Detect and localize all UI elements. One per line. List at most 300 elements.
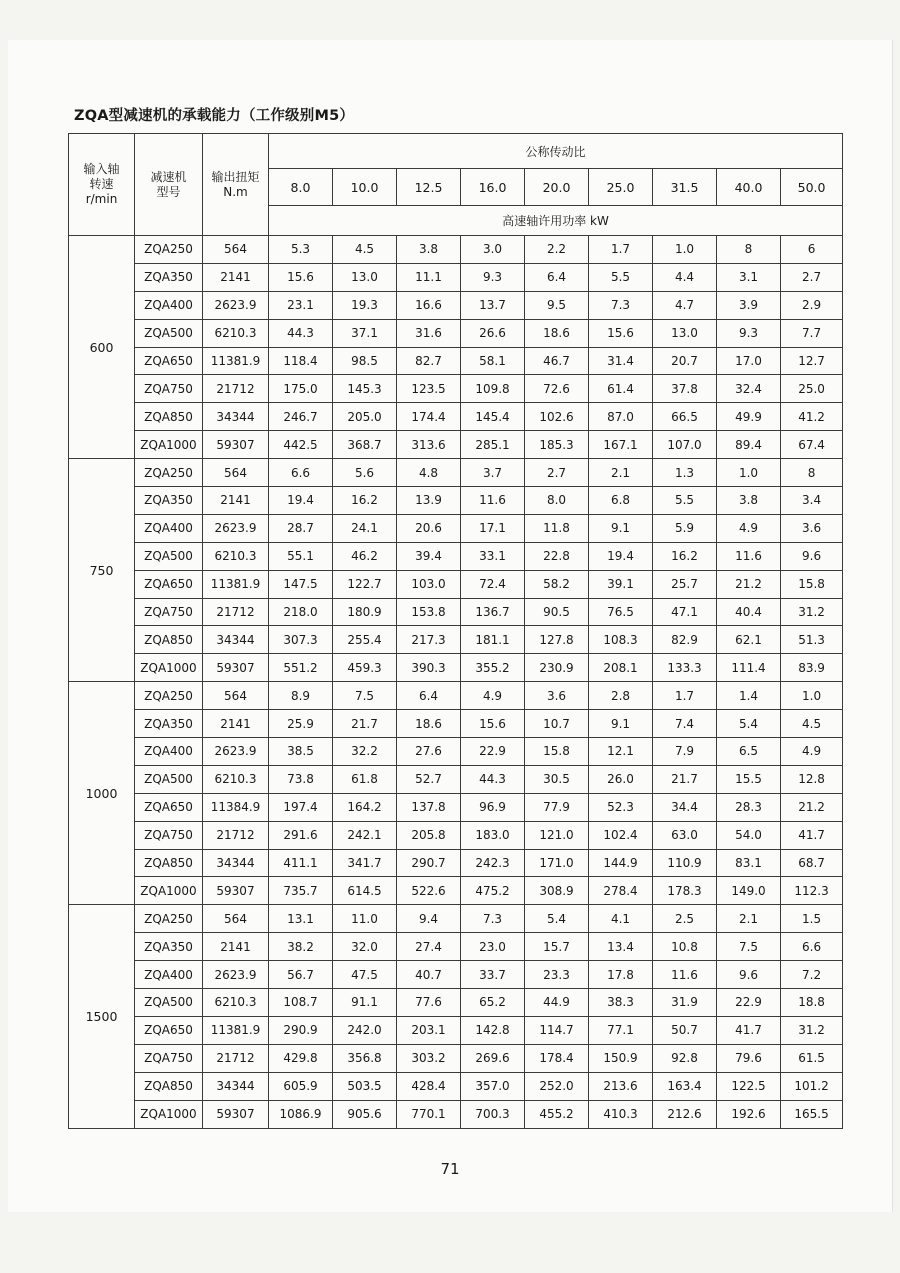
power-value-cell: 551.2	[269, 654, 333, 682]
power-value-cell: 218.0	[269, 598, 333, 626]
power-value-cell: 1.3	[653, 459, 717, 487]
power-value-cell: 357.0	[461, 1072, 525, 1100]
power-value-cell: 1.7	[653, 682, 717, 710]
power-value-cell: 32.2	[333, 738, 397, 766]
power-value-cell: 290.7	[397, 849, 461, 877]
power-value-cell: 24.1	[333, 514, 397, 542]
model-cell: ZQA650	[135, 347, 203, 375]
power-value-cell: 255.4	[333, 626, 397, 654]
model-cell: ZQA350	[135, 710, 203, 738]
power-value-cell: 475.2	[461, 877, 525, 905]
torque-cell: 59307	[203, 654, 269, 682]
power-value-cell: 79.6	[717, 1044, 781, 1072]
torque-cell: 2623.9	[203, 514, 269, 542]
power-value-cell: 2.7	[781, 263, 843, 291]
power-value-cell: 15.5	[717, 765, 781, 793]
power-value-cell: 61.4	[589, 375, 653, 403]
torque-cell: 34344	[203, 1072, 269, 1100]
power-value-cell: 72.6	[525, 375, 589, 403]
table-row	[69, 431, 843, 459]
power-value-cell: 40.7	[397, 961, 461, 989]
power-value-cell: 109.8	[461, 375, 525, 403]
power-value-cell: 32.0	[333, 933, 397, 961]
power-value-cell: 700.3	[461, 1100, 525, 1128]
power-value-cell: 13.9	[397, 487, 461, 515]
model-cell: ZQA400	[135, 514, 203, 542]
power-value-cell: 66.5	[653, 403, 717, 431]
input-speed-cell: 1000	[69, 682, 135, 905]
power-value-cell: 31.9	[653, 989, 717, 1017]
power-value-cell: 2.2	[525, 236, 589, 264]
power-value-cell: 147.5	[269, 570, 333, 598]
power-value-cell: 8	[717, 236, 781, 264]
power-value-cell: 41.7	[717, 1016, 781, 1044]
power-value-cell: 203.1	[397, 1016, 461, 1044]
power-value-cell: 15.6	[589, 319, 653, 347]
power-value-cell: 174.4	[397, 403, 461, 431]
power-value-cell: 32.4	[717, 375, 781, 403]
power-value-cell: 8.0	[525, 487, 589, 515]
power-value-cell: 108.3	[589, 626, 653, 654]
power-value-cell: 91.1	[333, 989, 397, 1017]
torque-cell: 34344	[203, 626, 269, 654]
power-value-cell: 4.9	[461, 682, 525, 710]
power-value-cell: 110.9	[653, 849, 717, 877]
power-value-cell: 5.5	[653, 487, 717, 515]
power-value-cell: 16.6	[397, 291, 461, 319]
power-value-cell: 145.4	[461, 403, 525, 431]
power-value-cell: 96.9	[461, 793, 525, 821]
power-value-cell: 7.5	[717, 933, 781, 961]
torque-cell: 2623.9	[203, 961, 269, 989]
table-row	[69, 1072, 843, 1100]
power-value-cell: 13.7	[461, 291, 525, 319]
power-value-cell: 15.8	[525, 738, 589, 766]
power-value-cell: 73.8	[269, 765, 333, 793]
torque-cell: 6210.3	[203, 319, 269, 347]
power-value-cell: 11.6	[461, 487, 525, 515]
table-row	[69, 793, 843, 821]
power-value-cell: 144.9	[589, 849, 653, 877]
power-value-cell: 6	[781, 236, 843, 264]
power-value-cell: 22.9	[717, 989, 781, 1017]
power-value-cell: 13.0	[333, 263, 397, 291]
torque-cell: 34344	[203, 849, 269, 877]
power-value-cell: 17.0	[717, 347, 781, 375]
table-row	[69, 570, 843, 598]
power-value-cell: 183.0	[461, 821, 525, 849]
torque-cell: 6210.3	[203, 542, 269, 570]
power-value-cell: 6.6	[269, 459, 333, 487]
torque-cell: 564	[203, 459, 269, 487]
power-value-cell: 2.1	[717, 905, 781, 933]
power-value-cell: 4.5	[333, 236, 397, 264]
torque-cell: 2141	[203, 487, 269, 515]
power-value-cell: 107.0	[653, 431, 717, 459]
power-value-cell: 111.4	[717, 654, 781, 682]
header-model: 减速机 型号	[135, 134, 203, 236]
power-value-cell: 46.2	[333, 542, 397, 570]
power-value-cell: 7.9	[653, 738, 717, 766]
header-input-speed: 输入轴 转速 r/min	[69, 134, 135, 236]
table-row	[69, 877, 843, 905]
power-value-cell: 17.8	[589, 961, 653, 989]
power-value-cell: 307.3	[269, 626, 333, 654]
model-cell: ZQA500	[135, 989, 203, 1017]
power-value-cell: 7.3	[461, 905, 525, 933]
power-value-cell: 37.8	[653, 375, 717, 403]
table-row	[69, 765, 843, 793]
power-value-cell: 5.9	[653, 514, 717, 542]
power-value-cell: 411.1	[269, 849, 333, 877]
power-value-cell: 137.8	[397, 793, 461, 821]
power-value-cell: 38.5	[269, 738, 333, 766]
power-value-cell: 11.6	[653, 961, 717, 989]
power-value-cell: 101.2	[781, 1072, 843, 1100]
power-value-cell: 46.7	[525, 347, 589, 375]
power-value-cell: 67.4	[781, 431, 843, 459]
table-row	[69, 738, 843, 766]
power-value-cell: 1.0	[653, 236, 717, 264]
input-speed-cell: 1500	[69, 905, 135, 1128]
power-value-cell: 41.7	[781, 821, 843, 849]
power-value-cell: 197.4	[269, 793, 333, 821]
power-value-cell: 118.4	[269, 347, 333, 375]
torque-cell: 59307	[203, 1100, 269, 1128]
power-value-cell: 47.1	[653, 598, 717, 626]
page-number: 71	[440, 1160, 460, 1178]
power-value-cell: 153.8	[397, 598, 461, 626]
ratio-header-cell: 25.0	[589, 169, 653, 206]
power-value-cell: 31.4	[589, 347, 653, 375]
power-value-cell: 9.6	[781, 542, 843, 570]
power-value-cell: 3.6	[781, 514, 843, 542]
power-value-cell: 40.4	[717, 598, 781, 626]
power-value-cell: 212.6	[653, 1100, 717, 1128]
model-cell: ZQA250	[135, 682, 203, 710]
page-title: ZQA型减速机的承载能力（工作级别M5）	[74, 108, 355, 124]
power-value-cell: 22.8	[525, 542, 589, 570]
power-value-cell: 181.1	[461, 626, 525, 654]
torque-cell: 59307	[203, 877, 269, 905]
table-row	[69, 291, 843, 319]
power-value-cell: 217.3	[397, 626, 461, 654]
power-value-cell: 27.4	[397, 933, 461, 961]
power-value-cell: 28.3	[717, 793, 781, 821]
power-value-cell: 356.8	[333, 1044, 397, 1072]
power-value-cell: 5.6	[333, 459, 397, 487]
power-value-cell: 87.0	[589, 403, 653, 431]
power-value-cell: 605.9	[269, 1072, 333, 1100]
power-value-cell: 122.5	[717, 1072, 781, 1100]
model-cell: ZQA750	[135, 1044, 203, 1072]
model-cell: ZQA350	[135, 487, 203, 515]
power-value-cell: 3.4	[781, 487, 843, 515]
model-cell: ZQA650	[135, 793, 203, 821]
model-cell: ZQA350	[135, 263, 203, 291]
power-value-cell: 3.7	[461, 459, 525, 487]
power-value-cell: 90.5	[525, 598, 589, 626]
power-value-cell: 76.5	[589, 598, 653, 626]
power-value-cell: 2.8	[589, 682, 653, 710]
power-value-cell: 303.2	[397, 1044, 461, 1072]
power-value-cell: 19.3	[333, 291, 397, 319]
power-value-cell: 63.0	[653, 821, 717, 849]
power-value-cell: 3.0	[461, 236, 525, 264]
power-value-cell: 55.1	[269, 542, 333, 570]
table-row	[69, 626, 843, 654]
power-value-cell: 108.7	[269, 989, 333, 1017]
model-cell: ZQA850	[135, 626, 203, 654]
power-value-cell: 13.4	[589, 933, 653, 961]
power-value-cell: 20.7	[653, 347, 717, 375]
torque-cell: 564	[203, 236, 269, 264]
power-value-cell: 3.8	[397, 236, 461, 264]
power-value-cell: 38.2	[269, 933, 333, 961]
power-value-cell: 3.9	[717, 291, 781, 319]
power-value-cell: 9.1	[589, 514, 653, 542]
model-cell: ZQA250	[135, 905, 203, 933]
model-cell: ZQA400	[135, 291, 203, 319]
power-value-cell: 33.7	[461, 961, 525, 989]
power-value-cell: 167.1	[589, 431, 653, 459]
ratio-header-cell: 50.0	[781, 169, 843, 206]
torque-cell: 34344	[203, 403, 269, 431]
power-value-cell: 368.7	[333, 431, 397, 459]
power-value-cell: 149.0	[717, 877, 781, 905]
model-cell: ZQA650	[135, 1016, 203, 1044]
torque-cell: 2623.9	[203, 738, 269, 766]
power-value-cell: 77.6	[397, 989, 461, 1017]
power-value-cell: 4.1	[589, 905, 653, 933]
power-value-cell: 242.1	[333, 821, 397, 849]
power-value-cell: 15.6	[461, 710, 525, 738]
power-value-cell: 178.4	[525, 1044, 589, 1072]
power-value-cell: 82.9	[653, 626, 717, 654]
power-value-cell: 145.3	[333, 375, 397, 403]
table-row	[69, 459, 843, 487]
power-value-cell: 11.8	[525, 514, 589, 542]
power-value-cell: 68.7	[781, 849, 843, 877]
power-value-cell: 121.0	[525, 821, 589, 849]
power-value-cell: 208.1	[589, 654, 653, 682]
power-value-cell: 23.0	[461, 933, 525, 961]
torque-cell: 11381.9	[203, 347, 269, 375]
power-value-cell: 61.5	[781, 1044, 843, 1072]
power-value-cell: 19.4	[589, 542, 653, 570]
torque-cell: 2141	[203, 933, 269, 961]
model-cell: ZQA850	[135, 403, 203, 431]
power-value-cell: 102.6	[525, 403, 589, 431]
power-value-cell: 16.2	[333, 487, 397, 515]
power-value-cell: 3.8	[717, 487, 781, 515]
power-value-cell: 47.5	[333, 961, 397, 989]
power-value-cell: 459.3	[333, 654, 397, 682]
power-value-cell: 114.7	[525, 1016, 589, 1044]
power-value-cell: 31.6	[397, 319, 461, 347]
power-value-cell: 13.0	[653, 319, 717, 347]
power-value-cell: 54.0	[717, 821, 781, 849]
power-value-cell: 102.4	[589, 821, 653, 849]
model-cell: ZQA250	[135, 236, 203, 264]
power-value-cell: 6.5	[717, 738, 781, 766]
power-value-cell: 15.8	[781, 570, 843, 598]
power-value-cell: 735.7	[269, 877, 333, 905]
power-value-cell: 15.7	[525, 933, 589, 961]
power-value-cell: 23.1	[269, 291, 333, 319]
power-value-cell: 25.9	[269, 710, 333, 738]
torque-cell: 21712	[203, 1044, 269, 1072]
power-value-cell: 123.5	[397, 375, 461, 403]
ratio-header-cell: 10.0	[333, 169, 397, 206]
power-value-cell: 150.9	[589, 1044, 653, 1072]
header-allowable-power: 高速轴许用功率 kW	[269, 206, 843, 236]
power-value-cell: 905.6	[333, 1100, 397, 1128]
power-value-cell: 44.9	[525, 989, 589, 1017]
power-value-cell: 18.6	[397, 710, 461, 738]
power-value-cell: 7.5	[333, 682, 397, 710]
power-value-cell: 341.7	[333, 849, 397, 877]
power-value-cell: 455.2	[525, 1100, 589, 1128]
table-row	[69, 821, 843, 849]
model-cell: ZQA750	[135, 375, 203, 403]
power-value-cell: 103.0	[397, 570, 461, 598]
model-cell: ZQA750	[135, 821, 203, 849]
power-value-cell: 77.1	[589, 1016, 653, 1044]
ratio-header-cell: 20.0	[525, 169, 589, 206]
power-value-cell: 22.9	[461, 738, 525, 766]
torque-cell: 21712	[203, 375, 269, 403]
power-value-cell: 83.1	[717, 849, 781, 877]
power-value-cell: 410.3	[589, 1100, 653, 1128]
table-row	[69, 1044, 843, 1072]
power-value-cell: 180.9	[333, 598, 397, 626]
power-value-cell: 16.2	[653, 542, 717, 570]
torque-cell: 11381.9	[203, 1016, 269, 1044]
ratio-header-cell: 31.5	[653, 169, 717, 206]
table-row	[69, 961, 843, 989]
power-value-cell: 3.6	[525, 682, 589, 710]
power-value-cell: 355.2	[461, 654, 525, 682]
power-value-cell: 6.4	[397, 682, 461, 710]
power-value-cell: 82.7	[397, 347, 461, 375]
table-row	[69, 375, 843, 403]
power-value-cell: 1086.9	[269, 1100, 333, 1128]
power-value-cell: 122.7	[333, 570, 397, 598]
model-cell: ZQA850	[135, 1072, 203, 1100]
power-value-cell: 62.1	[717, 626, 781, 654]
load-capacity-table	[68, 133, 843, 1129]
power-value-cell: 19.4	[269, 487, 333, 515]
power-value-cell: 308.9	[525, 877, 589, 905]
model-cell: ZQA1000	[135, 877, 203, 905]
power-value-cell: 1.7	[589, 236, 653, 264]
model-cell: ZQA500	[135, 319, 203, 347]
power-value-cell: 1.5	[781, 905, 843, 933]
model-cell: ZQA850	[135, 849, 203, 877]
power-value-cell: 52.7	[397, 765, 461, 793]
power-value-cell: 98.5	[333, 347, 397, 375]
power-value-cell: 58.1	[461, 347, 525, 375]
torque-cell: 59307	[203, 431, 269, 459]
table-row	[69, 319, 843, 347]
power-value-cell: 5.5	[589, 263, 653, 291]
power-value-cell: 185.3	[525, 431, 589, 459]
model-cell: ZQA1000	[135, 431, 203, 459]
ratio-header-cell: 40.0	[717, 169, 781, 206]
power-value-cell: 92.8	[653, 1044, 717, 1072]
power-value-cell: 9.5	[525, 291, 589, 319]
torque-cell: 2141	[203, 263, 269, 291]
power-value-cell: 242.3	[461, 849, 525, 877]
model-cell: ZQA400	[135, 738, 203, 766]
power-value-cell: 72.4	[461, 570, 525, 598]
power-value-cell: 1.0	[781, 682, 843, 710]
table-row	[69, 849, 843, 877]
power-value-cell: 2.1	[589, 459, 653, 487]
model-cell: ZQA1000	[135, 1100, 203, 1128]
table-row	[69, 710, 843, 738]
power-value-cell: 21.7	[653, 765, 717, 793]
power-value-cell: 25.7	[653, 570, 717, 598]
table-row	[69, 905, 843, 933]
model-cell: ZQA1000	[135, 654, 203, 682]
power-value-cell: 44.3	[269, 319, 333, 347]
table-row	[69, 347, 843, 375]
power-value-cell: 213.6	[589, 1072, 653, 1100]
power-value-cell: 3.1	[717, 263, 781, 291]
power-value-cell: 11.1	[397, 263, 461, 291]
power-value-cell: 11.0	[333, 905, 397, 933]
power-value-cell: 37.1	[333, 319, 397, 347]
power-value-cell: 1.0	[717, 459, 781, 487]
table-row	[69, 542, 843, 570]
power-value-cell: 38.3	[589, 989, 653, 1017]
power-value-cell: 34.4	[653, 793, 717, 821]
power-value-cell: 31.2	[781, 1016, 843, 1044]
torque-cell: 6210.3	[203, 765, 269, 793]
power-value-cell: 442.5	[269, 431, 333, 459]
power-value-cell: 246.7	[269, 403, 333, 431]
power-value-cell: 4.9	[717, 514, 781, 542]
power-value-cell: 26.6	[461, 319, 525, 347]
power-value-cell: 33.1	[461, 542, 525, 570]
power-value-cell: 20.6	[397, 514, 461, 542]
power-value-cell: 21.2	[717, 570, 781, 598]
power-value-cell: 313.6	[397, 431, 461, 459]
torque-cell: 21712	[203, 598, 269, 626]
power-value-cell: 205.8	[397, 821, 461, 849]
power-value-cell: 2.9	[781, 291, 843, 319]
torque-cell: 11384.9	[203, 793, 269, 821]
power-value-cell: 192.6	[717, 1100, 781, 1128]
power-value-cell: 242.0	[333, 1016, 397, 1044]
power-value-cell: 27.6	[397, 738, 461, 766]
power-value-cell: 136.7	[461, 598, 525, 626]
power-value-cell: 171.0	[525, 849, 589, 877]
power-value-cell: 12.7	[781, 347, 843, 375]
power-value-cell: 205.0	[333, 403, 397, 431]
power-value-cell: 56.7	[269, 961, 333, 989]
power-value-cell: 12.8	[781, 765, 843, 793]
power-value-cell: 2.7	[525, 459, 589, 487]
power-value-cell: 7.4	[653, 710, 717, 738]
power-value-cell: 230.9	[525, 654, 589, 682]
power-value-cell: 49.9	[717, 403, 781, 431]
power-value-cell: 4.7	[653, 291, 717, 319]
power-value-cell: 5.4	[717, 710, 781, 738]
power-value-cell: 1.4	[717, 682, 781, 710]
